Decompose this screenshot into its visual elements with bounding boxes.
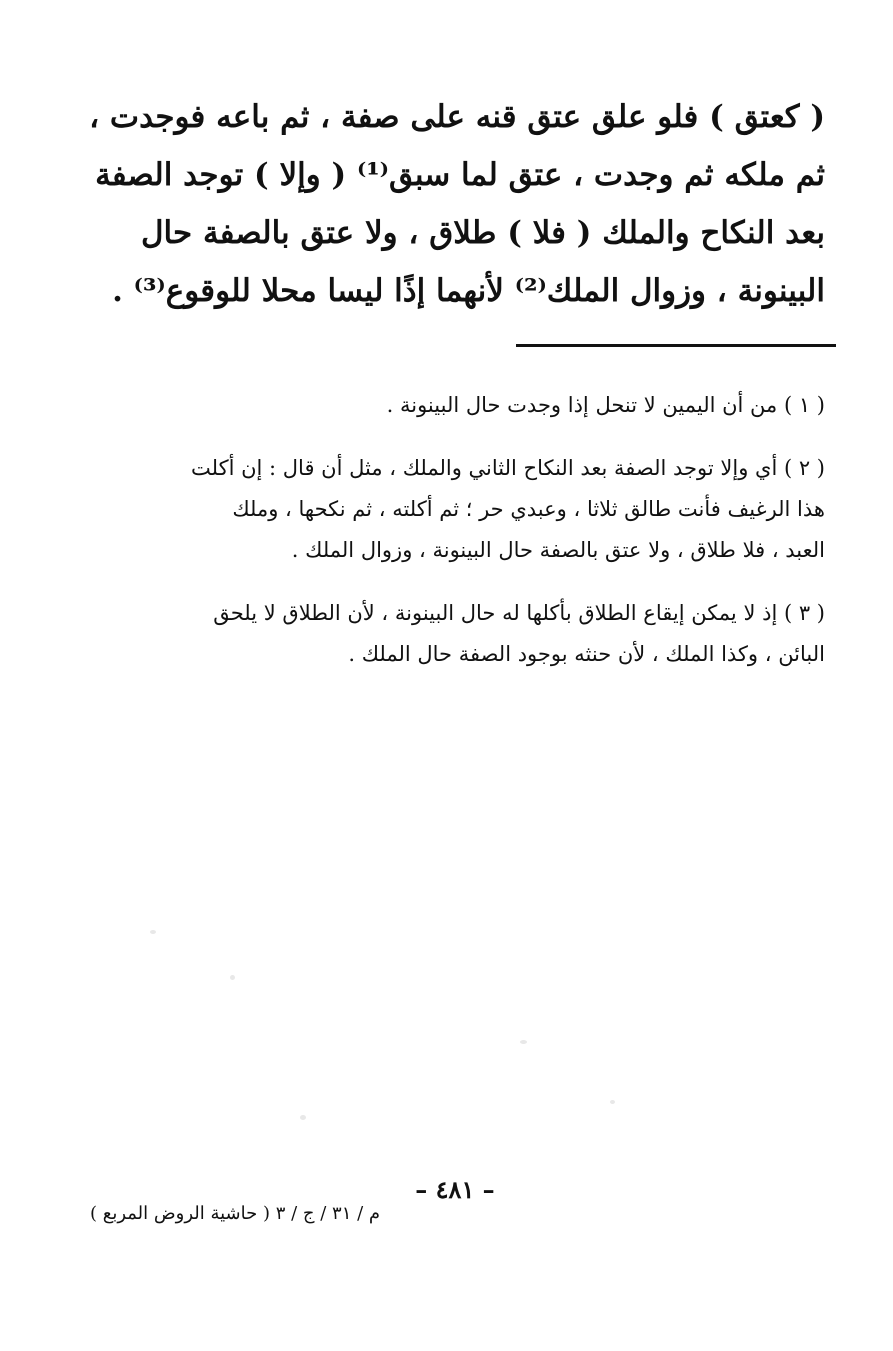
footnote-3 [100,593,825,675]
main-text [89,88,825,320]
footnotes [100,385,825,697]
footnote-line: ( ٣ ) إذ لا يمكن إيقاع الطلاق بأكلها له حال البينونة ، لأن الطلاق لا يلحق [213,601,825,625]
main-text-line: بعد النكاح والملك ( فلا ) طلاق ، ولا عتق بالصفة حال [141,215,825,251]
scan-speck [610,1100,615,1104]
main-text-line: ( كعتق ) فلو علق عتق قنه على صفة ، ثم باعه فوجدت ، [89,99,825,135]
scan-speck [150,930,156,934]
footnote-1 [100,385,825,426]
scan-speck [520,1040,527,1044]
scan-speck [300,1115,306,1120]
footnote-line: ( ١ ) من أن اليمين لا تنحل إذا وجدت حال البينونة . [386,393,825,417]
signature-mark: م / ٣١ / ج / ٣ ( حاشية الروض المربع ) [90,1203,381,1224]
footnote-2 [100,448,825,571]
footnote-divider [516,344,836,347]
page-number: – ٤٨١ – [415,1175,495,1204]
footnote-line: ( ٢ ) أي وإلا توجد الصفة بعد النكاح الثاني والملك ، مثل أن قال : إن أكلت [191,456,825,480]
main-text-line: ثم ملكه ثم وجدت ، عتق لما سبق⁽¹⁾ ( وإلا ) توجد الصفة [95,157,825,193]
footnote-line: البائن ، وكذا الملك ، لأن حنثه بوجود الصفة حال الملك . [348,642,825,666]
scan-speck [230,975,235,980]
footnote-line: العبد ، فلا طلاق ، ولا عتق بالصفة حال البينونة ، وزوال الملك . [291,538,825,562]
main-text-line: البينونة ، وزوال الملك⁽²⁾ لأنهما إذًا ليسا محلا للوقوع⁽³⁾ . [112,273,825,309]
footnote-line: هذا الرغيف فأنت طالق ثلاثا ، وعبدي حر ؛ ثم أكلته ، ثم نكحها ، وملك [232,497,825,521]
